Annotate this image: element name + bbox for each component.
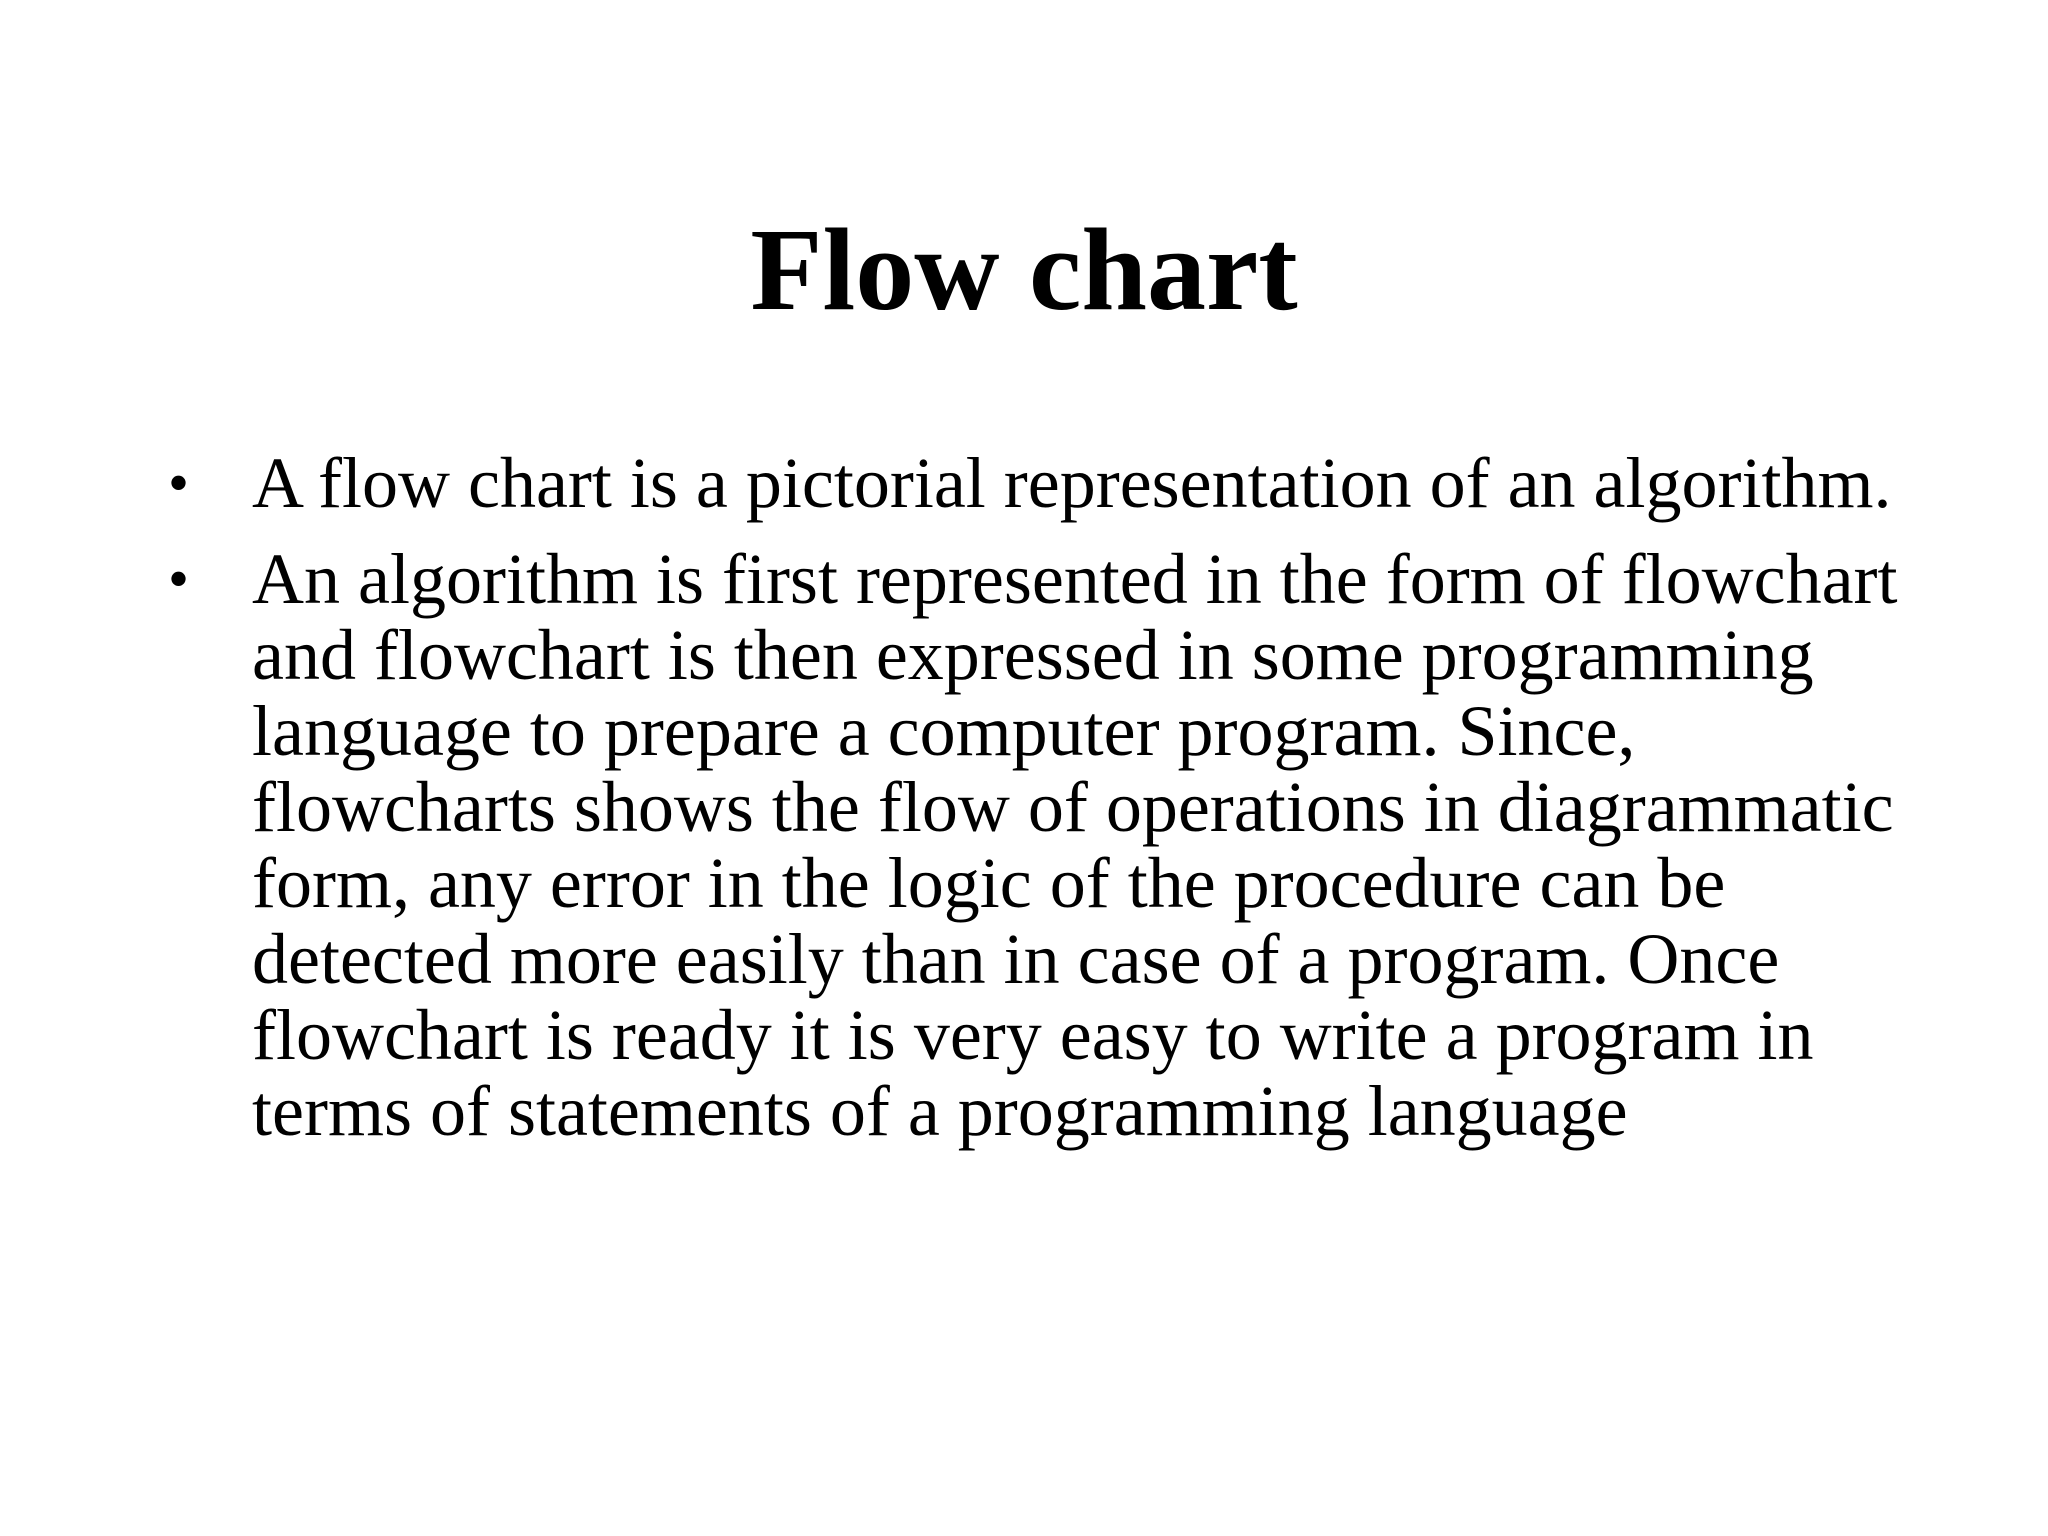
bullet-icon: • [168,546,190,612]
bullet-icon: • [168,450,190,516]
bullet-item [168,541,1948,1149]
bullet-item [168,445,1948,521]
bullet-text: A flow chart is a pictorial representation of an algorithm. [252,443,1892,523]
slide-title: Flow chart [750,204,1298,335]
bullet-list [168,445,1948,1169]
bullet-text: An algorithm is first represented in the form of flowchart and flowchart is then expressed in some programming language to prepare a computer program. Since, flowcharts shows the flow of operations in diagrammatic form, any error in the logic of the procedure can be detected more easily than in case of a program. Once flowchart is ready it is very easy to write a program in terms of statements of a programming language [252,539,1898,1151]
